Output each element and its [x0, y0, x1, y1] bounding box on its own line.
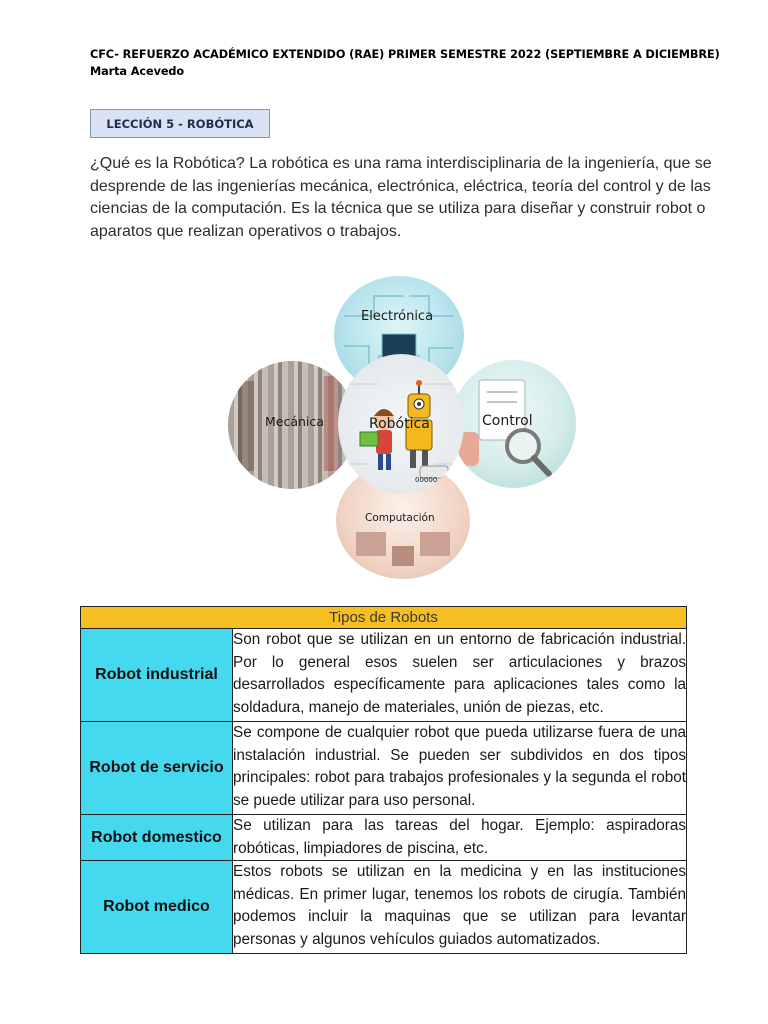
robot-type-cell: Robot domestico: [81, 815, 233, 861]
robot-description-cell: Son robot que se utilizan en un entorno de fabricación industrial. Por lo general esos suelen ser articulaciones y brazos desarrollados específicamente para aplicaciones tales como la soldadura, manejo de materiales, unión de piezas, etc.: [233, 629, 687, 722]
robotics-label: Robótica: [369, 416, 430, 432]
robot-type-cell: Robot medico: [81, 861, 233, 954]
lesson-title-box: [90, 109, 270, 138]
robot-description-cell: Se compone de cualquier robot que pueda utilizarse fuera de una instalación industrial. Se pueden ser subdividos en dos tipos principales: robot para trabajos profesionales y la segunda el robot se puede utilizar para uso personal.: [233, 722, 687, 815]
robot-description-cell: Estos robots se utilizan en la medicina y en las instituciones médicas. En primer lugar, tenemos los robots de cirugía. También podemos incluir la maquinas que se utilizan para levantar personas y algunos vehículos guiados automatizados.: [233, 861, 687, 954]
table-row: [81, 861, 687, 954]
author-name: Marta Acevedo: [90, 65, 185, 78]
table-row: [81, 722, 687, 815]
robot-type-cell: Robot industrial: [81, 629, 233, 722]
intro-paragraph: ¿Qué es la Robótica? La robótica es una rama interdisciplinaria de la ingeniería, que se desprende de las ingenierías mecánica, electrónica, eléctrica, teoría del control y de las ciencias de la computación. Es la técnica que se utiliza para diseñar y construir robot o aparatos que realizan operativos o trabajos.: [90, 155, 712, 240]
table-row: [81, 629, 687, 722]
counter-display: 00000: [415, 476, 438, 484]
robotics-diagram: [228, 276, 578, 579]
robot-types-table: [80, 606, 687, 954]
robot-type-cell: Robot de servicio: [81, 722, 233, 815]
electronics-label: Electrónica: [361, 309, 434, 324]
lesson-title: LECCIÓN 5 - ROBÓTICA: [106, 116, 254, 131]
table-title: Tipos de Robots: [81, 607, 687, 629]
computing-label: Computación: [365, 512, 435, 524]
mechanics-label: Mecánica: [265, 414, 324, 429]
table-row: [81, 815, 687, 861]
control-label: Control: [482, 413, 533, 429]
document-header: [90, 46, 730, 80]
course-title: CFC- REFUERZO ACADÉMICO EXTENDIDO (RAE) PRIMER SEMESTRE 2022 (SEPTIEMBRE A DICIEMBRE): [90, 48, 720, 61]
robot-description-cell: Se utilizan para las tareas del hogar. Ejemplo: aspiradoras robóticas, limpiadores de piscina, etc.: [233, 815, 687, 861]
